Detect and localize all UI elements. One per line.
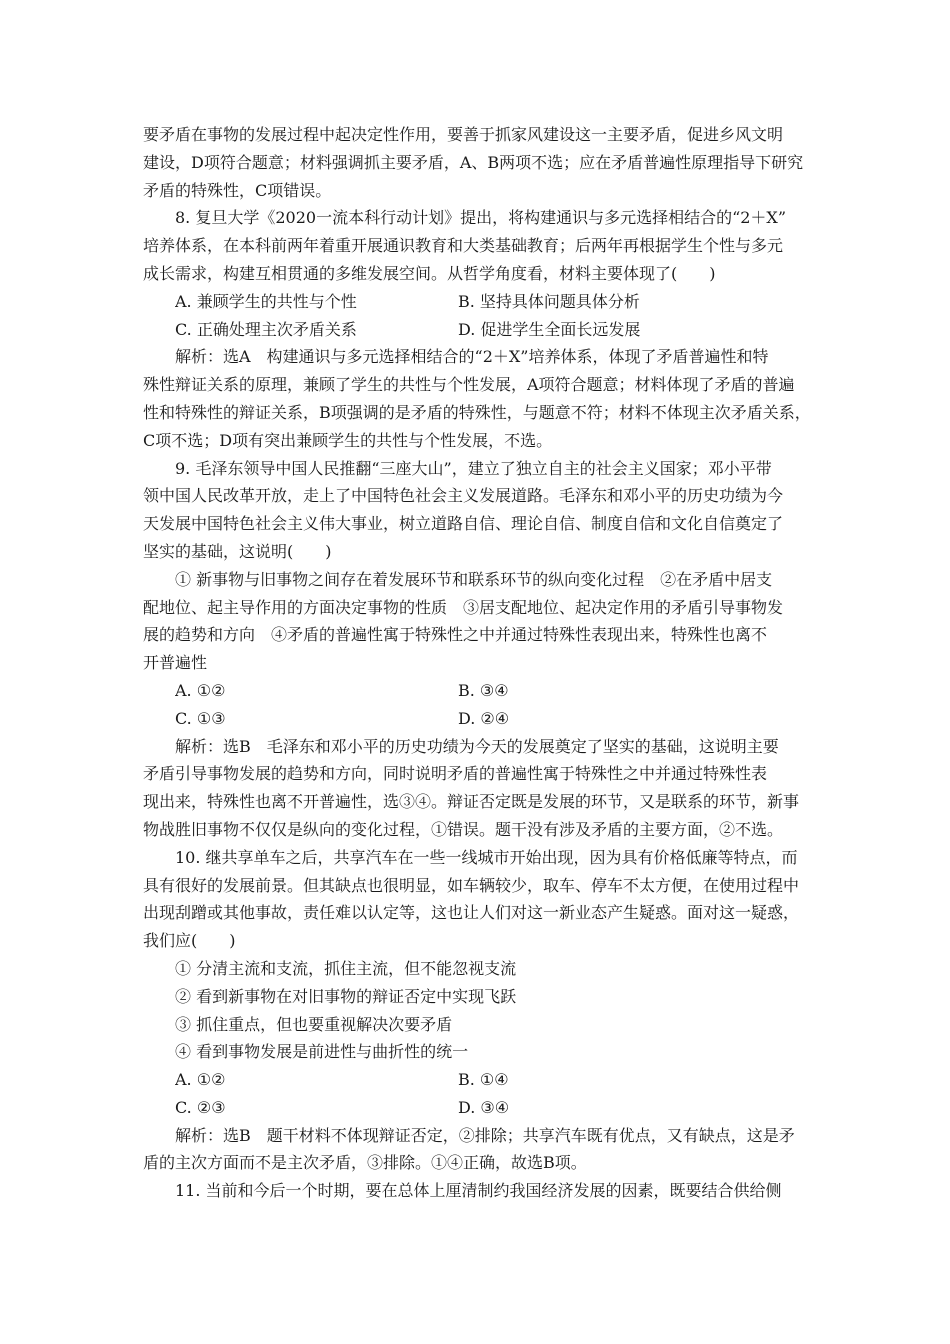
option-text: A. 兼顾学生的共性与个性 — [175, 291, 357, 311]
text-line: 成长需求，构建互相贯通的多维发展空间。从哲学角度看，材料主要体现了( ) — [143, 263, 716, 283]
option-row — [143, 677, 815, 705]
option-text: C. 正确处理主次矛盾关系 — [175, 319, 357, 339]
text-line: 解析：选B 题干材料不体现辩证否定，②排除；共享汽车既有优点，又有缺点，这是矛 — [175, 1125, 795, 1145]
option-text: D. ②④ — [458, 708, 510, 728]
text-line: 培养体系，在本科前两年着重开展通识教育和大类基础教育；后两年再根据学生个性与多元 — [143, 236, 784, 256]
option-text: B. ①④ — [458, 1070, 509, 1090]
document-body — [143, 121, 815, 1205]
text-line: 10. 继共享单车之后，共享汽车在一些一线城市开始出现，因为具有价格低廉等特点，而 — [175, 847, 798, 867]
text-line: 解析：选A 构建通识与多元选择相结合的“2＋X”培养体系，体现了矛盾普遍性和特 — [175, 347, 769, 367]
text-line: 建设，D项符合题意；材料强调抓主要矛盾，A、B两项不选；应在矛盾普遍性原理指导下研究 — [143, 152, 804, 172]
text-line: 天发展中国特色社会主义伟大事业，树立道路自信、理论自信、制度自信和文化自信奠定了 — [143, 514, 784, 534]
text-line: ① 新事物与旧事物之间存在着发展环节和联系环节的纵向变化过程 ②在矛盾中居支 — [175, 569, 773, 589]
text-line: 9. 毛泽东领导中国人民推翻“三座大山”，建立了独立自主的社会主义国家；邓小平带 — [175, 458, 772, 478]
text-line: C项不选；D项有突出兼顾学生的共性与个性发展，不选。 — [143, 430, 553, 450]
text-line: ④ 看到事物发展是前进性与曲折性的统一 — [175, 1042, 469, 1062]
text-line: 物战胜旧事物不仅仅是纵向的变化过程，①错误。题干没有涉及矛盾的主要方面，②不选。 — [143, 819, 784, 839]
option-row — [143, 705, 815, 733]
text-line: 展的趋势和方向 ④矛盾的普遍性寓于特殊性之中并通过特殊性表现出来，特殊性也离不 — [143, 625, 768, 645]
text-line: ② 看到新事物在对旧事物的辩证否定中实现飞跃 — [175, 986, 517, 1006]
text-line: 11. 当前和今后一个时期，要在总体上厘清制约我国经济发展的因素，既要结合供给侧 — [175, 1181, 782, 1201]
text-line: 我们应( ) — [143, 931, 236, 951]
text-line: 坚实的基础，这说明( ) — [143, 541, 332, 561]
text-line: 性和特殊性的辩证关系，B项强调的是矛盾的特殊性，与题意不符；材料不体现主次矛盾关系， — [143, 402, 811, 422]
option-text: B. ③④ — [458, 680, 509, 700]
text-line: 矛盾的特殊性，C项错误。 — [143, 180, 332, 200]
text-line: ① 分清主流和支流，抓住主流，但不能忽视支流 — [175, 958, 517, 978]
option-text: A. ①② — [175, 680, 226, 700]
text-line: 配地位、起主导作用的方面决定事物的性质 ③居支配地位、起决定作用的矛盾引导事物发 — [143, 597, 784, 617]
text-line: 开普遍性 — [143, 653, 208, 673]
option-text: A. ①② — [175, 1070, 226, 1090]
option-text: D. 促进学生全面长远发展 — [458, 319, 641, 339]
option-row — [143, 316, 815, 344]
option-text: B. 坚持具体问题具体分析 — [458, 291, 640, 311]
text-line: 解析：选B 毛泽东和邓小平的历史功绩为今天的发展奠定了坚实的基础，这说明主要 — [175, 736, 779, 756]
text-line: 殊性辩证关系的原理，兼顾了学生的共性与个性发展，A项符合题意；材料体现了矛盾的普遍 — [143, 375, 795, 395]
option-text: D. ③④ — [458, 1097, 510, 1117]
text-line: 领中国人民改革开放，走上了中国特色社会主义发展道路。毛泽东和邓小平的历史功绩为今 — [143, 486, 784, 506]
option-row — [143, 288, 815, 316]
text-line: 盾的主次方面而不是主次矛盾，③排除。①④正确，故选B项。 — [143, 1153, 587, 1173]
option-text: C. ②③ — [175, 1097, 226, 1117]
text-line: 要矛盾在事物的发展过程中起决定性作用，要善于抓家风建设这一主要矛盾，促进乡风文明 — [143, 125, 784, 144]
text-line: 矛盾引导事物发展的趋势和方向，同时说明矛盾的普遍性寓于特殊性之中并通过特殊性表 — [143, 764, 768, 784]
text-line: 8. 复旦大学《2020一流本科行动计划》提出，将构建通识与多元选择相结合的“2＋X” — [175, 208, 787, 228]
text-line: ③ 抓住重点，但也要重视解决次要矛盾 — [175, 1014, 453, 1034]
text-line: 现出来，特殊性也离不开普遍性，选③④。辩证否定既是发展的环节，又是联系的环节，新事 — [143, 792, 800, 812]
option-text: C. ①③ — [175, 708, 226, 728]
text-line: 出现刮蹭或其他事故，责任难以认定等，这也让人们对这一新业态产生疑惑。面对这一疑惑， — [143, 903, 800, 923]
option-row — [143, 1066, 815, 1094]
text-line: 具有很好的发展前景。但其缺点也很明显，如车辆较少，取车、停车不太方便，在使用过程中 — [143, 875, 800, 895]
option-row — [143, 1094, 815, 1122]
